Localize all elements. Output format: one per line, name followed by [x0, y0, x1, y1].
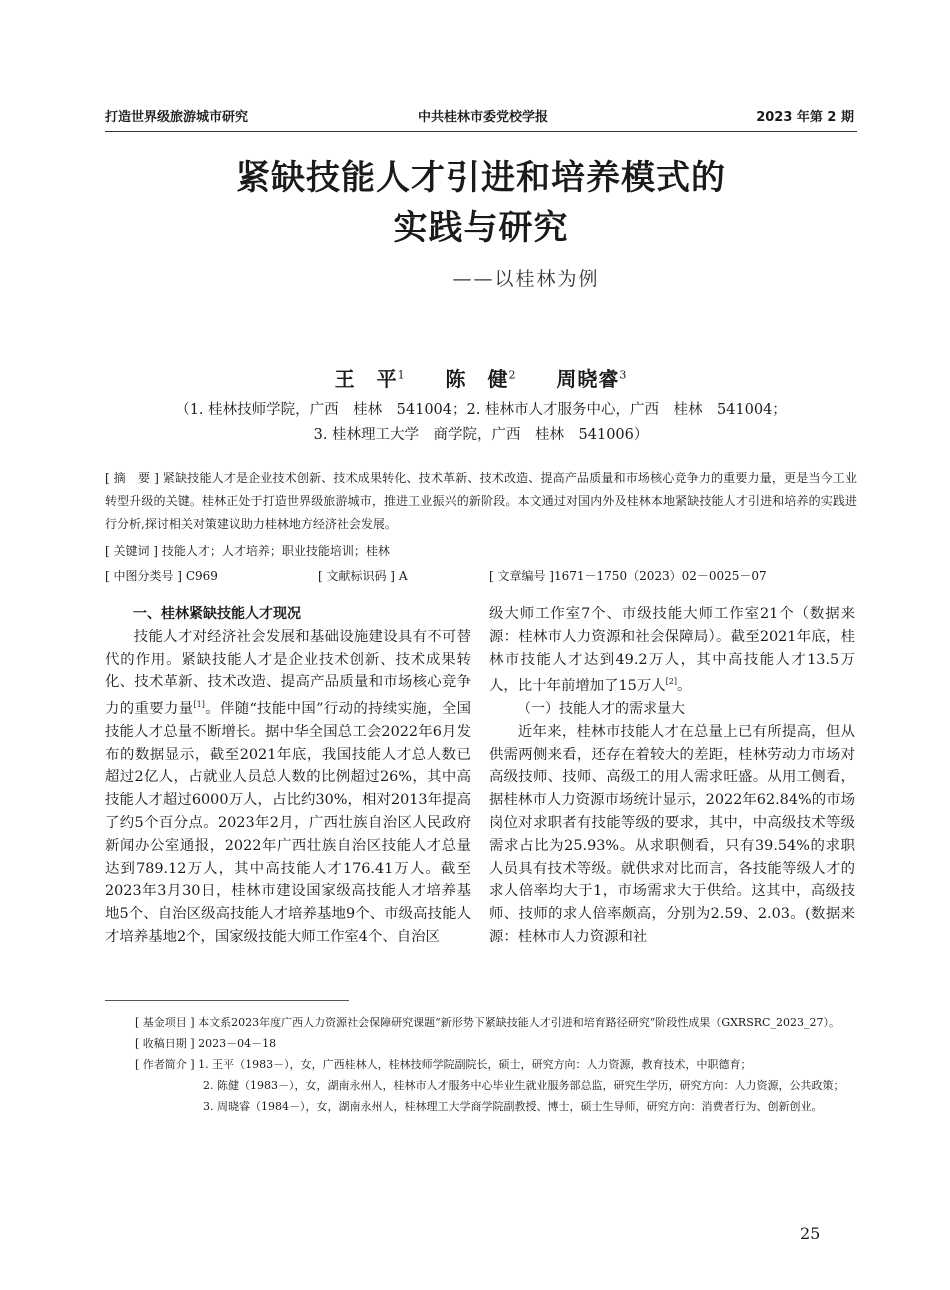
abstract-text: 紧缺技能人才是企业技术创新、技术成果转化、技术革新、技术改造、提高产品质量和市场核心竞争力的重要力量，更是当今工业转型升级的关键。桂林正处于打造世界级旅游城市，推进工业振兴的新阶段。本文通过对国内外及桂林本地紧缺技能人才引进和培养的实践进行分析,探讨相关对策建议助力桂林地方经济社会发展。	[105, 471, 857, 531]
section-heading: 一、桂林紧缺技能人才现况	[133, 606, 301, 622]
body-paragraph	[105, 626, 471, 949]
running-header-right: 2023 年第 2 期	[756, 110, 854, 125]
fund-text: 本文系2023年度广西人力资源社会保障研究课题“新形势下紧缺技能人才引进和培育路径研究”阶段性成果（GXRSRC_2023_27）。	[198, 1016, 840, 1029]
keywords-text: 技能人才；人才培养；职业技能培训；桂林	[161, 544, 390, 558]
article-title-line-1: 紧缺技能人才引进和培养模式的	[236, 158, 726, 198]
clc-number	[105, 567, 218, 584]
author-bio: 1. 王平（1983－），女，广西桂林人，桂林技师学院副院长，硕士，研究方向：人力资源，教育技术，中职德育；	[198, 1058, 752, 1071]
footnote-rule	[105, 1000, 349, 1001]
author-bio: 2. 陈健（1983－），女，湖南永州人，桂林市人才服务中心毕业生就业服务部总监，研究生学历，研究方向：人力资源，公共政策；	[203, 1079, 845, 1092]
article-subtitle: ——以桂林为例	[452, 268, 600, 290]
received-label: [ 收稿日期 ]	[135, 1037, 195, 1050]
article-number-label: [ 文章编号 ]	[489, 569, 554, 583]
page-number: 25	[800, 1224, 821, 1243]
paragraph-text: 。	[676, 678, 692, 695]
keywords-label: [ 关键词 ]	[105, 544, 158, 558]
abstract-label: [ 摘 要 ]	[105, 471, 159, 485]
bio-label: [ 作者简介 ]	[135, 1058, 195, 1071]
body-paragraph-continued	[489, 603, 855, 698]
keywords	[105, 540, 857, 563]
paragraph-text: 。伴随“技能中国”行动的持续实施，全国技能人才总量不断增长。据中华全国总工会2022年6月发布的数据显示，截至2021年底，我国技能人才总人数已超过2亿人，占就业人员总人数的比例超过26%，其中高技能人才超过6000万人，占比约30%，相对2013年提高了约5个百分点。2023年2月，广西壮族自治区人民政府新闻办公室通报，2022年广西壮族自治区技能人才总量达到789.12万人，其中高技能人才176.41万人。截至2023年3月30日，桂林市建设国家级高技能人才培养基地5个、自治区级高技能人才培养基地9个、市级高技能人才培养基地2个，国家级技能大师工作室4个、自治区	[105, 700, 471, 945]
author-affiliation-mark: 1	[397, 368, 406, 382]
author-affiliation-mark: 3	[619, 368, 628, 382]
body-column-left	[105, 603, 471, 949]
citation-ref: [1]	[193, 700, 205, 710]
affiliations-line-1: （1. 桂林技师学院，广西 桂林 541004；2. 桂林市人才服务中心，广西 桂林 541004；	[175, 402, 787, 418]
article-title-line-2: 实践与研究	[393, 208, 569, 248]
author-name: 周晓睿	[556, 367, 620, 391]
article-number	[489, 567, 767, 584]
author-affiliation-mark: 2	[508, 368, 517, 382]
running-header-left: 打造世界级旅游城市研究	[105, 110, 249, 125]
doc-code-value: A	[398, 569, 408, 583]
clc-label: [ 中图分类号 ]	[105, 569, 182, 583]
subsection-heading: （一）技能人才的需求量大	[517, 700, 685, 717]
received-date: 2023－04－18	[198, 1037, 277, 1050]
document-code	[318, 567, 408, 584]
author-name: 陈 健	[445, 367, 509, 391]
running-header-center: 中共桂林市委党校学报	[418, 110, 549, 125]
author-list	[105, 363, 857, 392]
citation-ref: [2]	[665, 677, 677, 687]
body-column-right	[489, 603, 855, 949]
abstract	[105, 467, 857, 536]
paragraph-text: 技能人才对经济社会发展和基础设施建设具有不可替代的作用。紧缺技能人才是企业技术创新、技术成果转化、技术革新、技术改造、提高产品质量和市场核心竞争力的重要力量	[105, 628, 471, 717]
affiliations-line-2: 3. 桂林理工大学 商学院，广西 桂林 541006）	[313, 427, 649, 443]
author-bio: 3. 周晓睿（1984－），女，湖南永州人，桂林理工大学商学院副教授、博士，硕士生导师，研究方向：消费者行为、创新创业。	[203, 1100, 823, 1113]
footnote-bio	[135, 1054, 855, 1075]
body-paragraph: 近年来，桂林市技能人才在总量上已有所提高，但从供需两侧来看，还存在着较大的差距，桂林劳动力市场对高级技师、技师、高级工的用人需求旺盛。从用工侧看，据桂林市人力资源市场统计显示，2022年62.84%的市场岗位对求职者有技能等级的要求，其中，中高级技术等级需求占比为25.93%。从求职侧看，只有39.54%的求职人员具有技术等级。就供求对比而言，各技能等级人才的求人倍率均大于1，市场需求大于供给。这其中，高级技师、技师的求人倍率颇高，分别为2.59、2.03。(数据来源：桂林市人力资源和社	[489, 723, 855, 945]
header-rule	[105, 131, 857, 132]
fund-label: [ 基金项目 ]	[135, 1016, 195, 1029]
doc-code-label: [ 文献标识码 ]	[318, 569, 395, 583]
article-number-value: 1671－1750（2023）02－0025－07	[554, 569, 767, 583]
footnote-received	[135, 1033, 855, 1054]
footnotes	[135, 1012, 855, 1117]
author-name: 王 平	[334, 367, 398, 391]
clc-value: C969	[185, 569, 218, 583]
paragraph-text: 级大师工作室7个、市级技能大师工作室21个（数据来源：桂林市人力资源和社会保障局）。截至2021年底，桂林市技能人才达到49.2万人，其中高技能人才13.5万人，比十年前增加了15万人	[489, 606, 855, 695]
footnote-fund	[135, 1012, 855, 1033]
